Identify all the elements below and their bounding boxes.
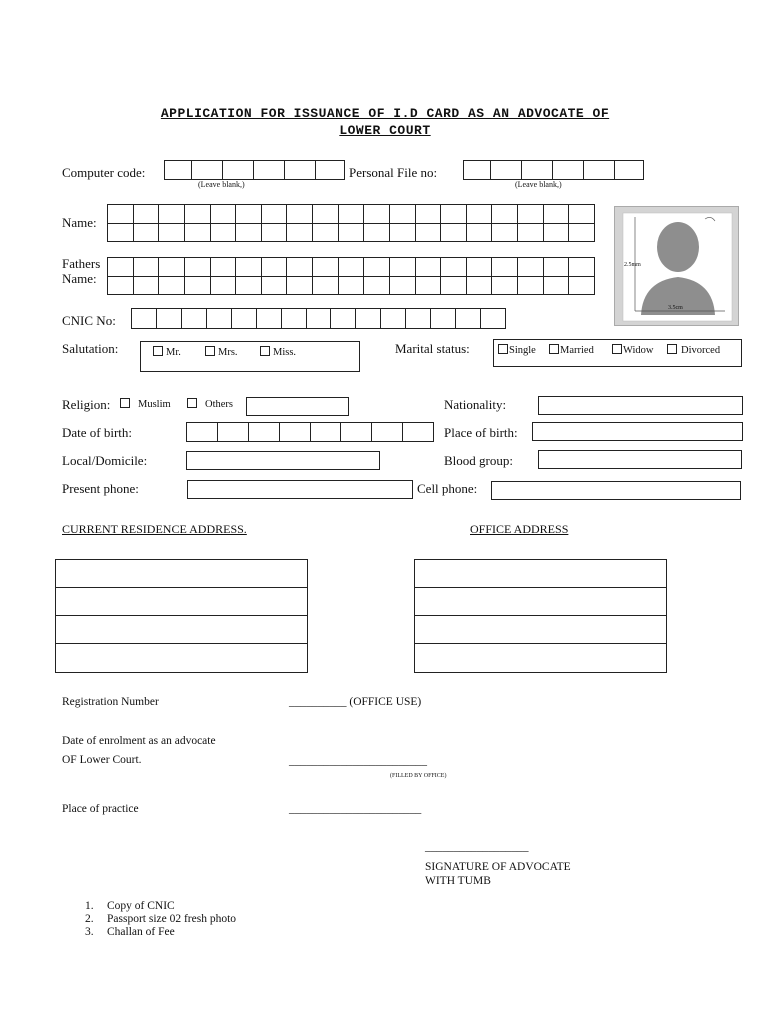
character-cell[interactable] [441,205,467,224]
filled-by-office-note: (FILLED BY OFFICE) [390,773,447,779]
office-address-box[interactable] [414,559,667,673]
character-cell[interactable] [492,277,518,296]
checkbox-icon [667,344,677,354]
character-cell[interactable] [159,224,185,243]
place-of-practice-line: _______________________ [289,803,422,815]
date-of-birth-label: Date of birth: [62,425,133,440]
character-cell[interactable] [356,309,381,329]
character-cell[interactable] [185,258,211,277]
character-cell[interactable] [236,258,262,277]
residence-address-line[interactable] [56,644,307,672]
character-cell[interactable] [182,309,207,329]
character-cell[interactable] [416,224,442,243]
character-cell[interactable] [390,258,416,277]
character-cell[interactable] [416,277,442,296]
character-cell[interactable] [262,277,288,296]
computer-code-cells[interactable] [164,160,344,180]
character-cell[interactable] [313,277,339,296]
character-cell[interactable] [441,224,467,243]
character-cell[interactable] [282,309,307,329]
character-cell[interactable] [569,205,595,224]
character-cell[interactable] [262,224,288,243]
character-cell[interactable] [134,258,160,277]
character-cell[interactable] [456,309,481,329]
residence-address-line[interactable] [56,560,307,588]
fathers-name-cells[interactable] [107,257,595,295]
photo-width-label: 3.5cm [668,305,683,311]
character-cell[interactable] [518,258,544,277]
residence-address-line[interactable] [56,616,307,644]
office-address-line[interactable] [415,616,666,644]
character-cell[interactable] [492,205,518,224]
leave-blank-note: (Leave blank,) [515,180,562,189]
present-phone-label: Present phone: [62,481,139,496]
character-cell[interactable] [518,224,544,243]
character-cell[interactable] [287,205,313,224]
place-of-birth-input[interactable] [532,422,743,441]
character-cell[interactable] [569,224,595,243]
character-cell[interactable] [232,309,257,329]
character-cell[interactable] [441,258,467,277]
character-cell[interactable] [157,309,182,329]
character-cell[interactable] [280,423,311,442]
character-cell[interactable] [185,205,211,224]
character-cell[interactable] [390,277,416,296]
character-cell[interactable] [262,258,288,277]
character-cell[interactable] [467,224,493,243]
character-cell[interactable] [211,224,237,243]
character-cell[interactable] [403,423,434,442]
office-address-line[interactable] [415,644,666,672]
character-cell[interactable] [313,258,339,277]
character-cell[interactable] [364,224,390,243]
local-domicile-input[interactable] [186,451,380,470]
character-cell[interactable] [108,205,134,224]
character-cell[interactable] [339,205,365,224]
form-title-line1: APPLICATION FOR ISSUANCE OF I.D CARD AS AN ADVOCATE OF [160,106,610,121]
character-cell[interactable] [249,423,280,442]
residence-address-heading: CURRENT RESIDENCE ADDRESS. [62,522,247,536]
salutation-label: Salutation: [62,341,119,356]
enrolment-date-label-1: Date of enrolment as an advocate [62,735,216,747]
cell-phone-input[interactable] [491,481,741,500]
character-cell[interactable] [211,277,237,296]
character-cell[interactable] [134,277,160,296]
character-cell[interactable] [364,258,390,277]
signature-line: __________________ [425,841,529,853]
character-cell[interactable] [108,224,134,243]
checkbox-icon [549,344,559,354]
character-cell[interactable] [492,224,518,243]
character-cell[interactable] [307,309,332,329]
character-cell[interactable] [431,309,456,329]
character-cell[interactable] [441,277,467,296]
character-cell[interactable] [287,277,313,296]
checkbox-icon [612,344,622,354]
date-of-birth-cells[interactable] [186,422,434,442]
local-domicile-label: Local/Domicile: [62,453,148,468]
character-cell[interactable] [339,277,365,296]
enrolment-date-line: ________________________ [289,755,427,767]
form-title-line2: LOWER COURT [339,123,431,138]
fathers-name-label-1: Fathers [62,256,101,271]
character-cell[interactable] [108,258,134,277]
signature-label-1: SIGNATURE OF ADVOCATE [425,861,571,873]
salutation-miss[interactable]: Miss. [260,346,296,358]
character-cell[interactable] [287,258,313,277]
character-cell[interactable] [569,258,595,277]
checkbox-icon [187,398,197,408]
place-of-practice-label: Place of practice [62,803,139,815]
name-cells[interactable] [107,204,595,242]
character-cell[interactable] [416,258,442,277]
photo-height-label: 2.5mm [624,262,641,268]
character-cell[interactable] [390,205,416,224]
blood-group-input[interactable] [538,450,742,469]
character-cell[interactable] [185,277,211,296]
character-cell[interactable] [287,224,313,243]
office-address-heading: OFFICE ADDRESS [470,522,569,536]
religion-others[interactable]: Others [187,398,233,410]
character-cell[interactable] [331,309,356,329]
list-item: 3. Challan of Fee [85,926,175,938]
character-cell[interactable] [544,277,570,296]
name-label: Name: [62,215,97,230]
character-cell[interactable] [544,205,570,224]
character-cell[interactable] [207,309,232,329]
marital-widow[interactable]: Widow [612,344,654,356]
checkbox-icon [153,346,163,356]
character-cell[interactable] [236,205,262,224]
religion-muslim[interactable]: Muslim [120,398,171,410]
character-cell[interactable] [218,423,249,442]
character-cell[interactable] [467,277,493,296]
checkbox-icon [498,344,508,354]
character-cell[interactable] [467,205,493,224]
character-cell[interactable] [341,423,372,442]
cnic-cells[interactable] [131,308,506,329]
character-cell[interactable] [518,205,544,224]
character-cell[interactable] [339,224,365,243]
marital-married[interactable]: Married [549,344,594,356]
personal-file-label: Personal File no: [349,165,438,180]
checkbox-icon [205,346,215,356]
religion-others-input[interactable] [246,397,349,416]
character-cell[interactable] [372,423,403,442]
character-cell[interactable] [390,224,416,243]
residence-address-box[interactable] [55,559,308,673]
character-cell[interactable] [134,205,160,224]
character-cell[interactable] [257,309,282,329]
fathers-name-label-2: Name: [62,271,97,286]
character-cell[interactable] [159,277,185,296]
character-cell[interactable] [492,258,518,277]
computer-code-label: Computer code: [62,165,146,180]
office-address-line[interactable] [415,560,666,588]
character-cell[interactable] [185,224,211,243]
character-cell[interactable] [236,277,262,296]
office-address-line[interactable] [415,588,666,616]
enrolment-date-label-2: OF Lower Court. [62,754,142,766]
blood-group-label: Blood group: [444,453,513,468]
character-cell[interactable] [544,258,570,277]
checkbox-icon [260,346,270,356]
registration-number-label: Registration Number [62,696,159,708]
character-cell[interactable] [313,224,339,243]
character-cell[interactable] [108,277,134,296]
registration-number-value: __________ (OFFICE USE) [289,696,422,708]
salutation-mr[interactable]: Mr. [153,346,181,358]
personal-file-cells[interactable] [463,160,643,180]
character-cell[interactable] [262,205,288,224]
character-cell[interactable] [187,423,218,442]
character-cell[interactable] [159,205,185,224]
cnic-label: CNIC No: [62,313,116,328]
character-cell[interactable] [544,224,570,243]
marital-divorced[interactable]: Divorced [667,344,720,356]
nationality-input[interactable] [538,396,743,415]
character-cell[interactable] [311,423,342,442]
list-item: 2. Passport size 02 fresh photo [85,913,237,925]
character-cell[interactable] [518,277,544,296]
character-cell[interactable] [159,258,185,277]
character-cell[interactable] [313,205,339,224]
nationality-label: Nationality: [444,397,507,412]
attachments-list [85,900,236,939]
signature-label-2: WITH TUMB [425,875,491,887]
character-cell[interactable] [569,277,595,296]
leave-blank-note: (Leave blank,) [198,180,245,189]
religion-label: Religion: [62,397,111,412]
list-item: 1. Copy of CNIC [85,900,175,912]
character-cell[interactable] [416,205,442,224]
place-of-birth-label: Place of birth: [444,425,518,440]
character-cell[interactable] [364,205,390,224]
character-cell[interactable] [132,309,157,329]
checkbox-icon [120,398,130,408]
present-phone-input[interactable] [187,480,413,499]
character-cell[interactable] [134,224,160,243]
character-cell[interactable] [364,277,390,296]
residence-address-line[interactable] [56,588,307,616]
marital-status-label: Marital status: [395,341,470,356]
character-cell[interactable] [467,258,493,277]
marital-single[interactable]: Single [498,344,536,356]
character-cell[interactable] [211,258,237,277]
character-cell[interactable] [406,309,431,329]
character-cell[interactable] [339,258,365,277]
character-cell[interactable] [211,205,237,224]
cell-phone-label: Cell phone: [417,481,478,496]
character-cell[interactable] [481,309,506,329]
character-cell[interactable] [236,224,262,243]
character-cell[interactable] [381,309,406,329]
salutation-mrs[interactable]: Mrs. [205,346,238,358]
